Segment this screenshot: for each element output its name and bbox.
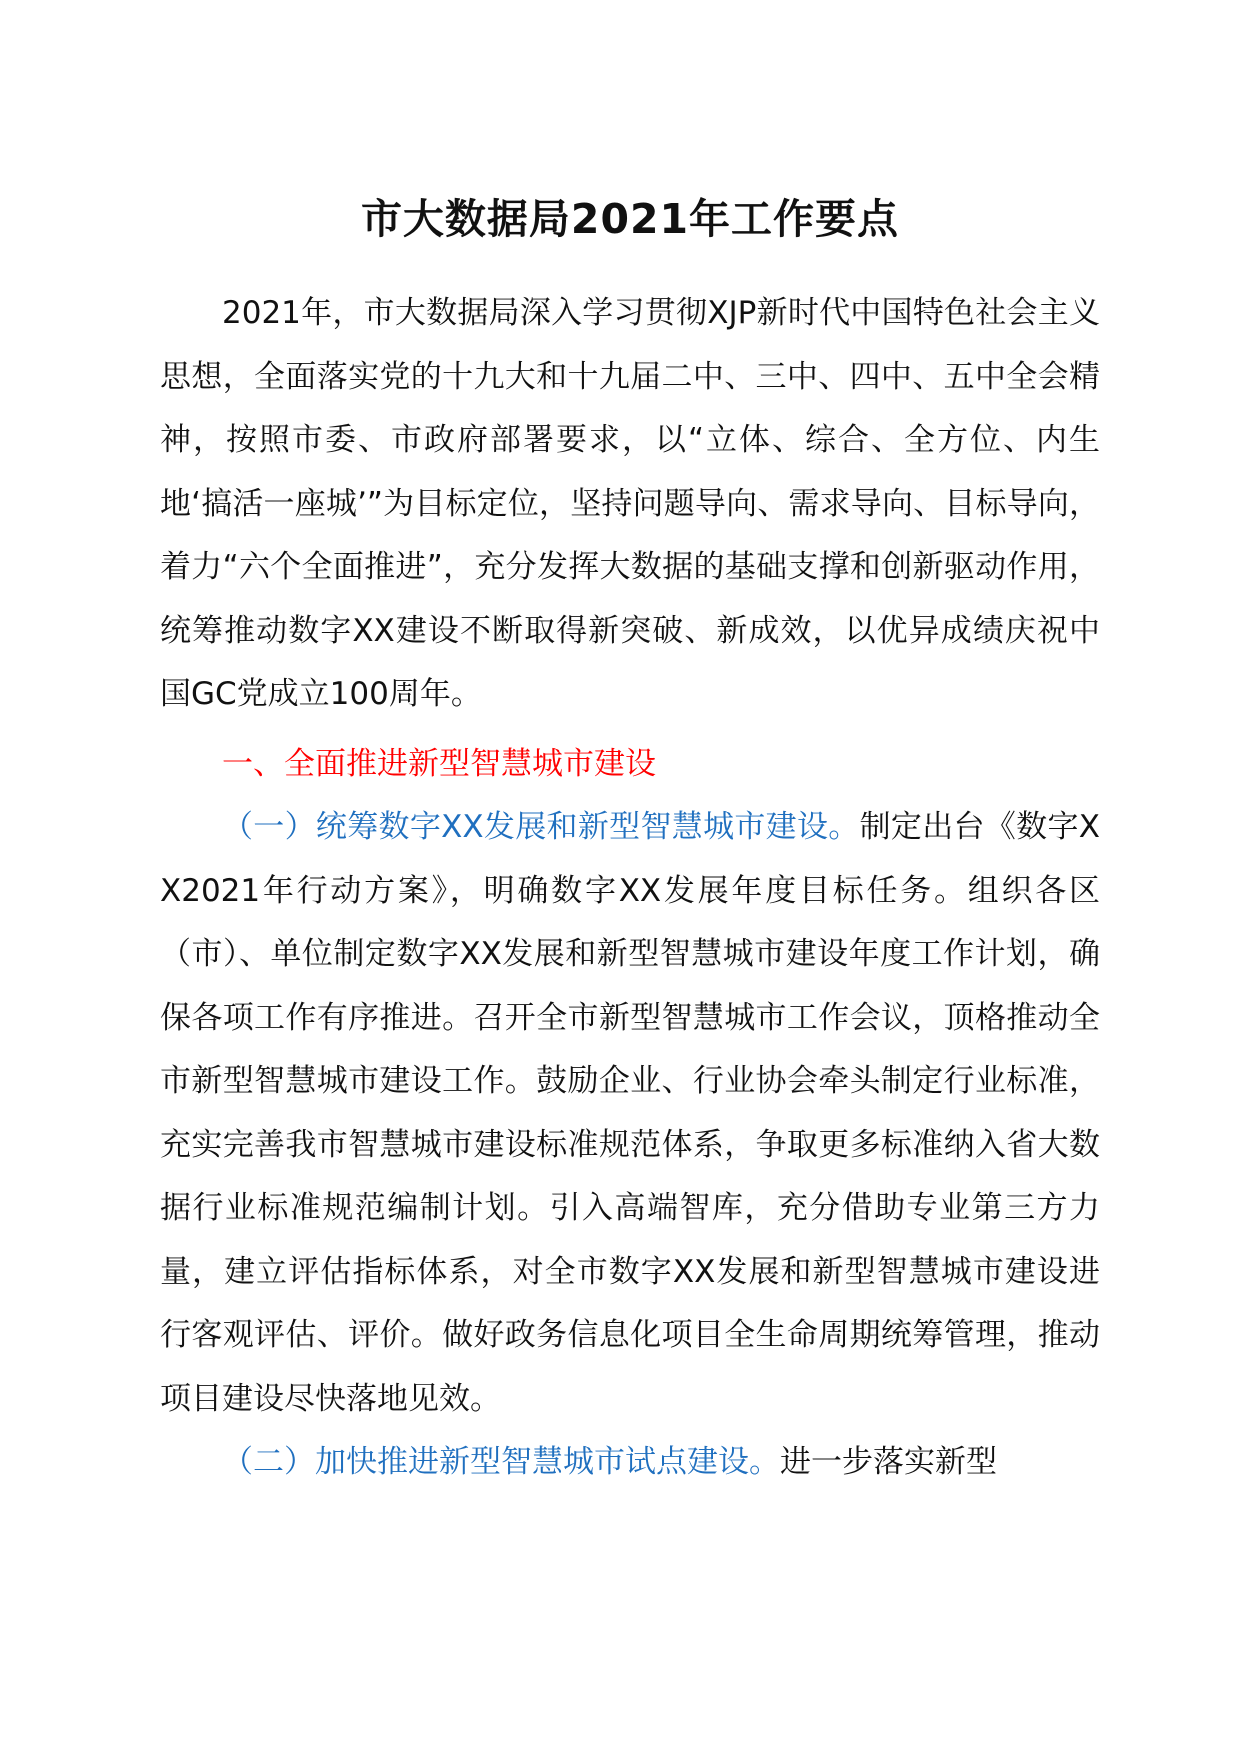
document-page (160, 180, 1100, 1495)
item-paragraph-1 (160, 796, 1100, 1431)
intro-paragraph: 2021年，市大数据局深入学习贯彻XJP新时代中国特色社会主义思想，全面落实党的十九大和十九届二中、三中、四中、五中全会精神，按照市委、市政府部署要求，以“立体、综合、全方位、内生地‘搞活一座城’”为目标定位，坚持问题导向、需求导向、目标导向，着力“六个全面推进”，充分发挥大数据的基础支撑和创新驱动作用，统筹推动数字XX建设不断取得新突破、新成效，以优异成绩庆祝中国GC党成立100周年。 (160, 295, 1100, 712)
item-lead-1: （一）统筹数字XX发展和新型智慧城市建设。 (222, 809, 860, 845)
item-lead-2: （二）加快推进新型智慧城市试点建设。 (222, 1444, 780, 1480)
document-title: 市大数据局2021年工作要点 (360, 195, 900, 243)
section-heading-1: 一、全面推进新型智慧城市建设 (222, 745, 656, 782)
item-paragraph-2 (160, 1431, 1100, 1495)
item-body-1: 制定出台《数字XX2021年行动方案》，明确数字XX发展年度目标任务。组织各区（市）、单位制定数字XX发展和新型智慧城市建设年度工作计划，确保各项工作有序推进。召开全市新型智慧城市工作会议，顶格推动全市新型智慧城市建设工作。鼓励企业、行业协会牵头制定行业标准，充实完善我市智慧城市建设标准规范体系，争取更多标准纳入省大数据行业标准规范编制计划。引入高端智库，充分借助专业第三方力量，建立评估指标体系，对全市数字XX发展和新型智慧城市建设进行客观评估、评价。做好政务信息化项目全生命周期统筹管理，推动项目建设尽快落地见效。 (160, 809, 1100, 1417)
item-body-2: 进一步落实新型 (780, 1444, 997, 1480)
